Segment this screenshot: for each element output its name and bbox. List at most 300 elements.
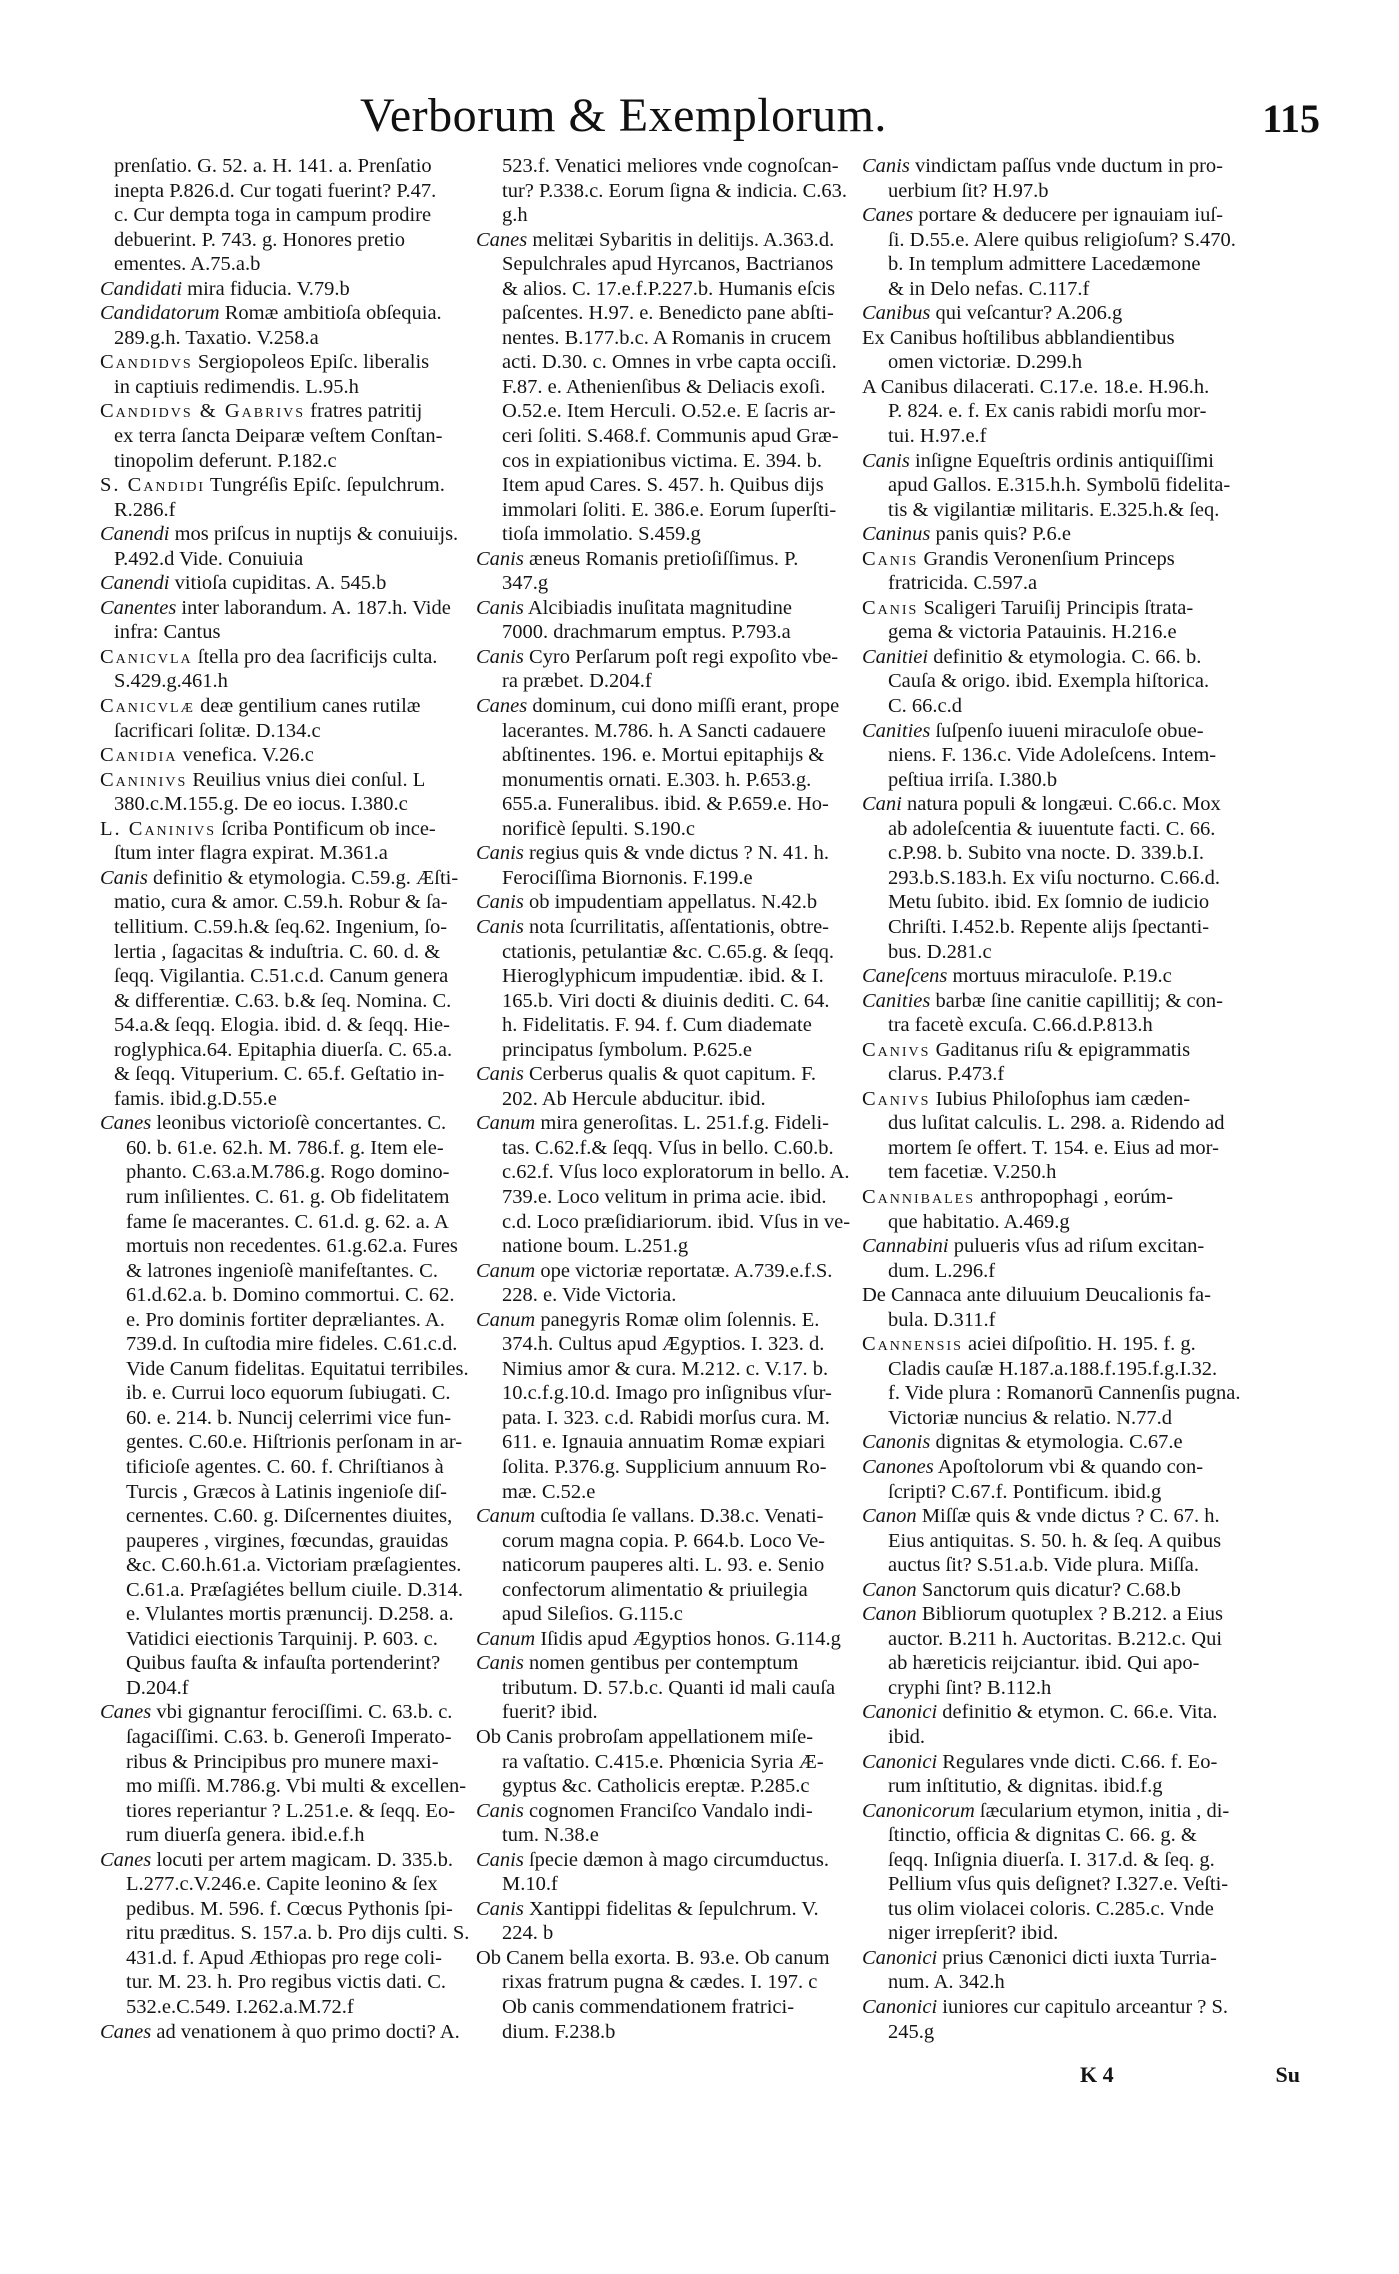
index-entry-text: & latrones ingenioſè manifeſtantes. C. (126, 1259, 438, 1282)
index-continuation-line (100, 1406, 478, 1431)
index-continuation-line (476, 1455, 876, 1480)
index-continuation-line (476, 1725, 876, 1750)
index-headword: Canes (476, 228, 528, 251)
index-continuation-line (476, 1774, 876, 1799)
index-continuation-line (476, 1700, 876, 1725)
index-continuation-line (862, 940, 1282, 965)
index-entry-line (862, 522, 1282, 547)
index-headword: Candidati (100, 277, 183, 300)
index-entry-text: æneus Romanis pretioſiſſimus. P. (523, 547, 799, 570)
index-entry-text: cernentes. C.60. g. Diſcernentes diuites, (126, 1505, 453, 1528)
index-headword: Canis (476, 1897, 524, 1920)
index-entry-line (476, 1259, 876, 1284)
index-entry-text: Scaligeri Taruiſij Principis ſtrata- (918, 596, 1194, 619)
index-entry-text: mortuus miraculoſe. P.19.c (947, 965, 1172, 988)
index-entry-text: R.286.f (114, 498, 176, 521)
index-entry-line (476, 596, 876, 621)
index-entry-text: vindictam paſſus vnde ductum in pro- (909, 155, 1223, 177)
index-entry-text: h. Fidelitatis. F. 94. f. Cum diademate (502, 1014, 812, 1037)
index-entry-text: famis. ibid.g.D.55.e (114, 1087, 277, 1110)
index-entry-text: clarus. P.473.f (888, 1063, 1005, 1086)
index-entry-line (100, 571, 478, 596)
index-entry-text: C. 66.c.d (888, 695, 963, 718)
index-headword: Canes (100, 1848, 152, 1871)
index-entry-text: D.204.f (126, 1676, 189, 1699)
index-continuation-line (100, 1897, 478, 1922)
index-entry-text: A Canibus dilacerati. C.17.e. 18.e. H.96.h. (862, 375, 1210, 398)
index-entry-text: ſpecie dæmon à mago circumductus. (523, 1848, 829, 1871)
index-entry-line (862, 1750, 1282, 1775)
index-entry-line (862, 989, 1282, 1014)
index-entry-text: vbi gignantur ferociſſimi. C. 63.b. c. (151, 1701, 453, 1724)
index-entry-text: 293.b.S.183.h. Ex viſu nocturno. C.66.d. (888, 866, 1220, 889)
index-entry-text: phanto. C.63.a.M.786.g. Rogo domino- (126, 1161, 450, 1184)
index-entry-text: fratres patritij (305, 400, 423, 423)
index-entry-text: Tungréſis Epiſc. ſepulchrum. (205, 474, 445, 497)
index-continuation-line (862, 620, 1282, 645)
index-continuation-line (100, 547, 478, 572)
index-entry-line (476, 1627, 876, 1652)
index-continuation-line (862, 473, 1282, 498)
index-continuation-line (100, 1136, 478, 1161)
page-header (360, 88, 1320, 148)
index-continuation-line (476, 498, 876, 523)
index-entry-line (476, 1062, 876, 1087)
index-entry-text: rixas fratrum pugna & cædes. I. 197. c (502, 1971, 818, 1994)
index-entry-text: Ob canis commendationem fratrici- (502, 1996, 795, 2019)
index-entry-text: Grandis Veronenſium Princeps (918, 547, 1175, 570)
index-continuation-line (862, 1627, 1282, 1652)
index-entry-text: mortem ſe offert. T. 154. e. Eius ad mor- (888, 1136, 1219, 1159)
index-continuation-line (100, 841, 478, 866)
index-entry-text: 532.e.C.549. I.262.a.M.72.f (126, 1996, 354, 2019)
index-entry-text: Turcis , Græcos à Latinis ingenioſe diſ- (126, 1480, 447, 1503)
index-entry-text: 60. b. 61.e. 62.h. M. 786.f. g. Item ele- (126, 1136, 444, 1159)
index-headword: Canes (862, 204, 914, 227)
index-entry-text: tur. M. 23. h. Pro regibus victis dati. C. (126, 1971, 447, 1994)
index-entry-text: 54.a.& ſeqq. Elogia. ibid. d. & ſeqq. Hie- (114, 1014, 450, 1037)
index-entry-text: Ferociſſima Biornonis. F.199.e (502, 866, 753, 889)
index-headword: Canidia (100, 744, 178, 767)
index-entry-line (100, 743, 478, 768)
index-entry-text: c.P.98. b. Subito vna nocte. D. 339.b.I. (888, 842, 1205, 865)
index-entry-line (476, 1848, 876, 1873)
index-entry-text: rum diuerſa genera. ibid.e.f.h (126, 1824, 365, 1847)
index-continuation-line (476, 719, 876, 744)
running-title: Verborum & Exemplorum. (360, 89, 887, 142)
index-entry-text: 739.e. Loco velitum in prima acie. ibid. (502, 1185, 827, 1208)
index-continuation-line (476, 571, 876, 596)
index-headword: Canis (862, 596, 919, 619)
index-entry-line (862, 596, 1282, 621)
index-continuation-line (476, 1013, 876, 1038)
index-entry-text: Cladis cauſæ H.187.a.188.f.195.f.g.I.32. (888, 1357, 1218, 1380)
index-entry-line (862, 1578, 1282, 1603)
index-continuation-line (100, 1970, 478, 1995)
index-entry-text: pauperes , virgines, fœcundas, grauidas (126, 1529, 449, 1552)
index-entry-line (862, 1087, 1282, 1112)
index-continuation-line (476, 203, 876, 228)
index-entry-text: pulueris vſus ad riſum excitan- (948, 1235, 1205, 1258)
index-entry-text: & differentiæ. C.63. b.& ſeq. Nomina. C. (114, 989, 452, 1012)
index-headword: Canis (862, 449, 910, 472)
index-entry-text: cos in expiationibus victima. E. 394. b. (502, 449, 822, 472)
index-entry-text: panegyris Romæ olim ſolennis. E. (535, 1308, 820, 1331)
index-entry-text: &c. C.60.h.61.a. Victoriam præſagientes. (126, 1554, 462, 1577)
index-entry-text: portare & deducere per ignauiam iuſ- (913, 204, 1223, 227)
index-entry-text: auctus ſit? S.51.a.b. Vide plura. Miſſa. (888, 1554, 1199, 1577)
index-headword: Canis (476, 1063, 524, 1086)
index-continuation-line (862, 1897, 1282, 1922)
index-continuation-line (100, 252, 478, 277)
index-continuation-line (476, 1234, 876, 1259)
index-headword: Candidvs (100, 351, 193, 374)
index-entry-text: num. A. 342.h (888, 1971, 1005, 1994)
index-continuation-line (476, 768, 876, 793)
index-entry-text: Sergiopoleos Epiſc. liberalis (192, 351, 430, 374)
index-continuation-line (100, 154, 478, 179)
index-entry-line (100, 1700, 478, 1725)
index-entry-text: abſtinentes. 196. e. Mortui epitaphijs & (502, 744, 825, 767)
index-continuation-line (862, 1259, 1282, 1284)
index-continuation-line (100, 620, 478, 645)
index-entry-text: in captiuis redimendis. L.95.h (114, 375, 359, 398)
index-headword: Canis (862, 547, 919, 570)
index-continuation-line (862, 890, 1282, 915)
index-continuation-line (100, 1185, 478, 1210)
index-entry-line (100, 817, 478, 842)
index-entry-text: tui. H.97.e.f (888, 425, 987, 448)
index-continuation-line (862, 915, 1282, 940)
index-entry-line (476, 645, 876, 670)
index-entry-text: ſtum inter flagra expirat. M.361.a (114, 842, 388, 865)
index-entry-text: auctor. B.211 h. Auctoritas. B.212.c. Qui (888, 1627, 1223, 1650)
index-column-middle (476, 154, 876, 2044)
index-entry-text: Bibliorum quotuplex ? B.212. a Eius (916, 1603, 1224, 1626)
index-entry-text: paſcentes. H.97. e. Benedicto pane abſti- (502, 302, 834, 325)
index-continuation-line (862, 1480, 1282, 1505)
index-entry-text: ſeqq. Inſignia diuerſa. I. 317.d. & ſeq. g. (888, 1848, 1215, 1871)
index-continuation-line (476, 326, 876, 351)
index-entry-text: ſolita. P.376.g. Supplicium annuum Ro- (502, 1455, 827, 1478)
index-entry-text: dum. L.296.f (888, 1259, 996, 1282)
index-entry-text: roglyphica.64. Epitaphia diuerſa. C. 65.a. (114, 1038, 453, 1061)
index-entry-line (100, 522, 478, 547)
index-continuation-line (100, 1160, 478, 1185)
index-headword: Canentes (100, 596, 177, 619)
index-continuation-line (862, 424, 1282, 449)
index-column-left (100, 154, 478, 2044)
index-entry-text: vitioſa cupiditas. A. 545.b (169, 572, 387, 595)
index-entry-text: Item apud Cares. S. 457. h. Quibus dijs (502, 474, 824, 497)
index-entry-text: definitio & etymologia. C.59.g. Æſti- (147, 866, 459, 889)
index-headword: Canonici (862, 1701, 938, 1724)
index-continuation-line (100, 1455, 478, 1480)
index-entry-text: Alcibiadis inuſitata magnitudine (523, 596, 793, 619)
index-continuation-line (100, 1332, 478, 1357)
index-entry-text: ra vaſtatio. C.415.e. Phœnicia Syria Æ- (502, 1750, 824, 1773)
index-entry-line (862, 1946, 1282, 1971)
index-entry-text: nentes. B.177.b.c. A Romanis in crucem (502, 326, 832, 349)
index-entry-line (476, 915, 876, 940)
index-continuation-line (100, 1529, 478, 1554)
index-continuation-line (476, 940, 876, 965)
index-continuation-line (476, 866, 876, 891)
index-continuation-line (100, 1259, 478, 1284)
index-continuation-line (862, 1848, 1282, 1873)
index-continuation-line (100, 1308, 478, 1333)
index-continuation-line (100, 1921, 478, 1946)
index-continuation-line (100, 1087, 478, 1112)
index-headword: Cannabini (862, 1235, 949, 1258)
index-entry-text: Sepulchrales apud Hyrcanos, Bactrianos (502, 253, 834, 276)
index-headword: Canes (476, 695, 528, 718)
index-headword: Canivs (862, 1087, 931, 1110)
index-entry-text: Nimius amor & cura. M.212. c. V.17. b. (502, 1357, 829, 1380)
index-continuation-line (476, 1578, 876, 1603)
index-entry-text: P. 824. e. f. Ex canis rabidi morſu mor- (888, 400, 1207, 423)
index-continuation-line (476, 350, 876, 375)
index-continuation-line (100, 449, 478, 474)
index-entry-text: ab adoleſcentia & iuuentute facti. C. 66. (888, 817, 1216, 840)
index-continuation-line (862, 1553, 1282, 1578)
index-entry-text: mos priſcus in nuptijs & conuiuijs. (169, 523, 459, 546)
index-entry-line (476, 228, 876, 253)
index-entry-line (862, 1455, 1282, 1480)
index-entry-text: L.277.c.V.246.e. Capite leonino & ſex (126, 1873, 438, 1896)
index-continuation-line (100, 1480, 478, 1505)
index-entry-text: inepta P.826.d. Cur togati fuerint? P.47. (114, 179, 437, 202)
index-entry-line (862, 154, 1282, 179)
index-entry-text: & ſeqq. Vituperium. C. 65.f. Geſtatio in- (114, 1063, 445, 1086)
index-continuation-line (476, 1480, 876, 1505)
index-entry-text: naticorum pauperes alti. L. 93. e. Senio (502, 1554, 825, 1577)
index-continuation-line (862, 326, 1282, 351)
index-headword: Canities (862, 719, 931, 742)
index-entry-text: Vide Canum fidelitas. Equitatui terribiles. (126, 1357, 469, 1380)
index-entry-line (862, 1234, 1282, 1259)
index-continuation-line (100, 890, 478, 915)
index-headword: Canicvla (100, 645, 193, 668)
index-entry-text: acti. D.30. c. Omnes in vrbe capta occiſi. (502, 351, 837, 374)
index-continuation-line (862, 669, 1282, 694)
index-continuation-line (100, 1357, 478, 1382)
index-entry-text: ſeqq. Vigilantia. C.51.c.d. Canum genera (114, 965, 449, 988)
index-entry-text: & alios. C. 17.e.f.P.227.b. Humanis eſcis (502, 277, 836, 300)
index-entry-text: ib. e. Currui loco equorum ſubiugati. C. (126, 1382, 451, 1405)
index-entry-text: cryphi ſint? B.112.h (888, 1676, 1052, 1699)
index-continuation-line (862, 866, 1282, 891)
index-continuation-line (100, 1234, 478, 1259)
index-entry-text: ex terra ſancta Deiparæ veſtem Conſtan- (114, 425, 443, 448)
index-entry-text: M.10.f (502, 1873, 558, 1896)
index-headword: Cannibales (862, 1185, 976, 1208)
index-entry-text: que habitatio. A.469.g (888, 1210, 1070, 1233)
index-headword: Canum (476, 1112, 536, 1135)
index-entry-text: 165.b. Viri docti & diuinis dediti. C. 64. (502, 989, 830, 1012)
index-continuation-line (862, 2020, 1282, 2045)
index-entry-line (476, 1897, 876, 1922)
index-continuation-line (100, 1823, 478, 1848)
index-entry-text: tinopolim deferunt. P.182.c (114, 449, 337, 472)
index-entry-text: 431.d. f. Apud Æthiopas pro rege coli- (126, 1946, 442, 1969)
index-headword: Canonici (862, 1996, 938, 2019)
index-entry-text: lacerantes. M.786. h. A Sancti cadauere (502, 719, 826, 742)
index-entry-line (862, 203, 1282, 228)
index-entry-text: locuti per artem magicam. D. 335.b. (151, 1848, 453, 1871)
index-entry-text: tas. C.62.f.& ſeqq. Vſus in bello. C.60.b. (502, 1136, 834, 1159)
index-entry-text: anthropophagi , eorúm- (975, 1185, 1174, 1208)
index-entry-text: Xantippi fidelitas & ſepulchrum. V. (523, 1897, 819, 1920)
index-continuation-line (476, 252, 876, 277)
index-continuation-line (476, 669, 876, 694)
index-entry-text: dominum, cui dono miſſi erant, prope (527, 695, 840, 718)
index-entry-text: ſagaciſſimi. C.63. b. Generoſi Imperato- (126, 1726, 452, 1748)
index-continuation-line (862, 1921, 1282, 1946)
index-continuation-line (476, 1872, 876, 1897)
index-entry-text: ra præbet. D.204.f (502, 670, 652, 693)
index-entry-text: Romæ ambitioſa obſequia. (219, 302, 442, 325)
index-entry-text: apud Sileſios. G.115.c (502, 1603, 683, 1626)
index-entry-text: leonibus victorioſè concertantes. C. (151, 1112, 447, 1135)
index-continuation-line (476, 449, 876, 474)
index-continuation-line (476, 1823, 876, 1848)
index-entry-text: & in Delo nefas. C.117.f (888, 277, 1090, 300)
index-entry-line (100, 399, 478, 424)
catchword: Su (1275, 2062, 1300, 2087)
index-entry-text: matio, cura & amor. C.59.h. Robur & ſa- (114, 891, 448, 914)
index-continuation-line (100, 1602, 478, 1627)
index-entry-text: fuerit? ibid. (502, 1701, 598, 1724)
index-entry-text: panis quis? P.6.e (930, 523, 1072, 546)
index-entry-text: mo miſſi. M.786.g. Vbi multi & excellen- (126, 1775, 467, 1798)
index-continuation-line (862, 1651, 1282, 1676)
index-headword: Canis (476, 915, 524, 938)
index-entry-text: 228. e. Vide Victoria. (502, 1284, 677, 1307)
index-continuation-line (100, 375, 478, 400)
index-entry-text: ctationis, petulantiæ &c. C.65.g. & ſeqq. (502, 940, 834, 963)
index-continuation-line (476, 1357, 876, 1382)
index-headword: Canum (476, 1259, 536, 1282)
index-continuation-line (476, 1210, 876, 1235)
index-entry-text: norificè ſepulti. S.190.c (502, 817, 695, 840)
index-continuation-line (862, 399, 1282, 424)
index-entry-line (862, 1602, 1282, 1627)
index-continuation-line (862, 228, 1282, 253)
index-entry-text: Miſſæ quis & vnde dictus ? C. 67. h. (916, 1505, 1220, 1528)
index-entry-text: natione boum. L.251.g (502, 1235, 689, 1258)
index-entry-text: Vatidici eiectionis Tarquinij. P. 603. c. (126, 1627, 438, 1650)
index-entry-text: monumentis ornati. E.303. h. P.653.g. (502, 768, 812, 791)
index-entry-text: e. Vlulantes mortis prænuncij. D.258. a. (126, 1603, 454, 1626)
index-entry-text: pedibus. M. 596. f. Cœcus Pythonis ſpi- (126, 1897, 453, 1920)
index-continuation-line (100, 424, 478, 449)
index-entry-text: principatus ſymbolum. P.625.e (502, 1038, 752, 1061)
index-entry-text: ibid. (888, 1726, 926, 1748)
index-entry-text: ad venationem à quo primo docti? A. (151, 2020, 460, 2043)
index-entry-line (100, 866, 478, 891)
index-continuation-line (100, 1799, 478, 1824)
index-continuation-line (100, 964, 478, 989)
index-continuation-line (100, 1038, 478, 1063)
index-headword: Canonici (862, 1750, 938, 1773)
index-entry-text: Victoriæ nuncius & relatio. N.77.d (888, 1406, 1173, 1429)
index-entry-line (476, 1799, 876, 1824)
index-entry-line (862, 547, 1282, 572)
index-entry-text: 245.g (888, 2020, 935, 2043)
index-entry-text: apud Gallos. E.315.h.h. Symbolū fidelita- (888, 474, 1231, 497)
index-continuation-line (862, 1160, 1282, 1185)
index-continuation-line (476, 1087, 876, 1112)
index-continuation-line (862, 1529, 1282, 1554)
index-entry-text: c.62.f. Vſus loco exploratorum in bello. A. (502, 1161, 850, 1184)
index-entry-text: rum inſilientes. C. 61. g. Ob fidelitatem (126, 1185, 450, 1208)
index-entry-text: 61.d.62.a. b. Domino commortui. C. 62. (126, 1284, 455, 1307)
index-headword: Canis (476, 645, 524, 668)
index-headword: Canicvlæ (100, 695, 196, 718)
index-continuation-line (476, 1602, 876, 1627)
index-headword: Canis (476, 842, 524, 865)
index-entry-text: tus olim violacei coloris. C.285.c. Vnde (888, 1897, 1214, 1920)
index-continuation-line (862, 1308, 1282, 1333)
index-continuation-line (862, 1381, 1282, 1406)
page-number: 115 (1262, 96, 1320, 141)
index-entry-line (100, 350, 478, 375)
index-entry-text: ſtinctio, officia & dignitas C. 66. g. & (888, 1824, 1197, 1847)
index-entry-line (862, 1430, 1282, 1455)
index-entry-line (862, 1185, 1282, 1210)
index-headword: Caninivs (100, 768, 188, 791)
index-continuation-line (862, 350, 1282, 375)
index-entry-text: ſcripti? C.67.f. Pontificum. ibid.g (888, 1480, 1162, 1503)
index-entry-text: natura populi & longæui. C.66.c. Mox (901, 793, 1221, 816)
index-headword: Canis (476, 547, 524, 570)
index-entry-text: infra: Cantus (114, 621, 221, 644)
index-entry-text: tis & vigilantiæ militaris. E.325.h.& ſeq. (888, 498, 1220, 521)
index-entry-line (100, 2020, 478, 2045)
index-continuation-line (100, 228, 478, 253)
index-headword: Canendi (100, 523, 170, 546)
index-continuation-line (476, 1676, 876, 1701)
index-entry-text: Ob Canis probroſam appellationem miſe- (476, 1726, 814, 1748)
index-continuation-line (862, 1676, 1282, 1701)
index-continuation-line (100, 498, 478, 523)
index-entry-text: Sanctorum quis dicatur? C.68.b (916, 1578, 1181, 1601)
index-headword: Canonici (862, 1946, 938, 1969)
index-entry-line (476, 1308, 876, 1333)
index-entry-line (862, 645, 1282, 670)
index-headword: Canonis (862, 1431, 931, 1454)
index-entry-text: tributum. D. 57.b.c. Quanti id mali cauſa (502, 1676, 836, 1699)
index-continuation-line (476, 817, 876, 842)
index-continuation-line (100, 179, 478, 204)
index-entry-text: prenſatio. G. 52. a. H. 141. a. Prenſatio (114, 155, 432, 177)
index-continuation-line (862, 375, 1282, 400)
index-entry-line (100, 645, 478, 670)
index-entry-line (476, 841, 876, 866)
index-entry-line (476, 890, 876, 915)
index-continuation-line (100, 1774, 478, 1799)
index-entry-text: tioſa immolatio. S.459.g (502, 523, 701, 546)
index-headword: Canon (862, 1603, 917, 1626)
index-headword: Canonicorum (862, 1799, 975, 1822)
index-entry-text: 10.c.f.g.10.d. Imago pro inſignibus vſur- (502, 1382, 832, 1405)
index-headword: Canis (476, 1799, 524, 1822)
index-continuation-line (476, 989, 876, 1014)
index-entry-text: bula. D.311.f (888, 1308, 996, 1331)
index-entry-text: S.429.g.461.h (114, 670, 228, 693)
index-entry-text: Cauſa & origo. ibid. Exempla hiſtorica. (888, 670, 1210, 693)
